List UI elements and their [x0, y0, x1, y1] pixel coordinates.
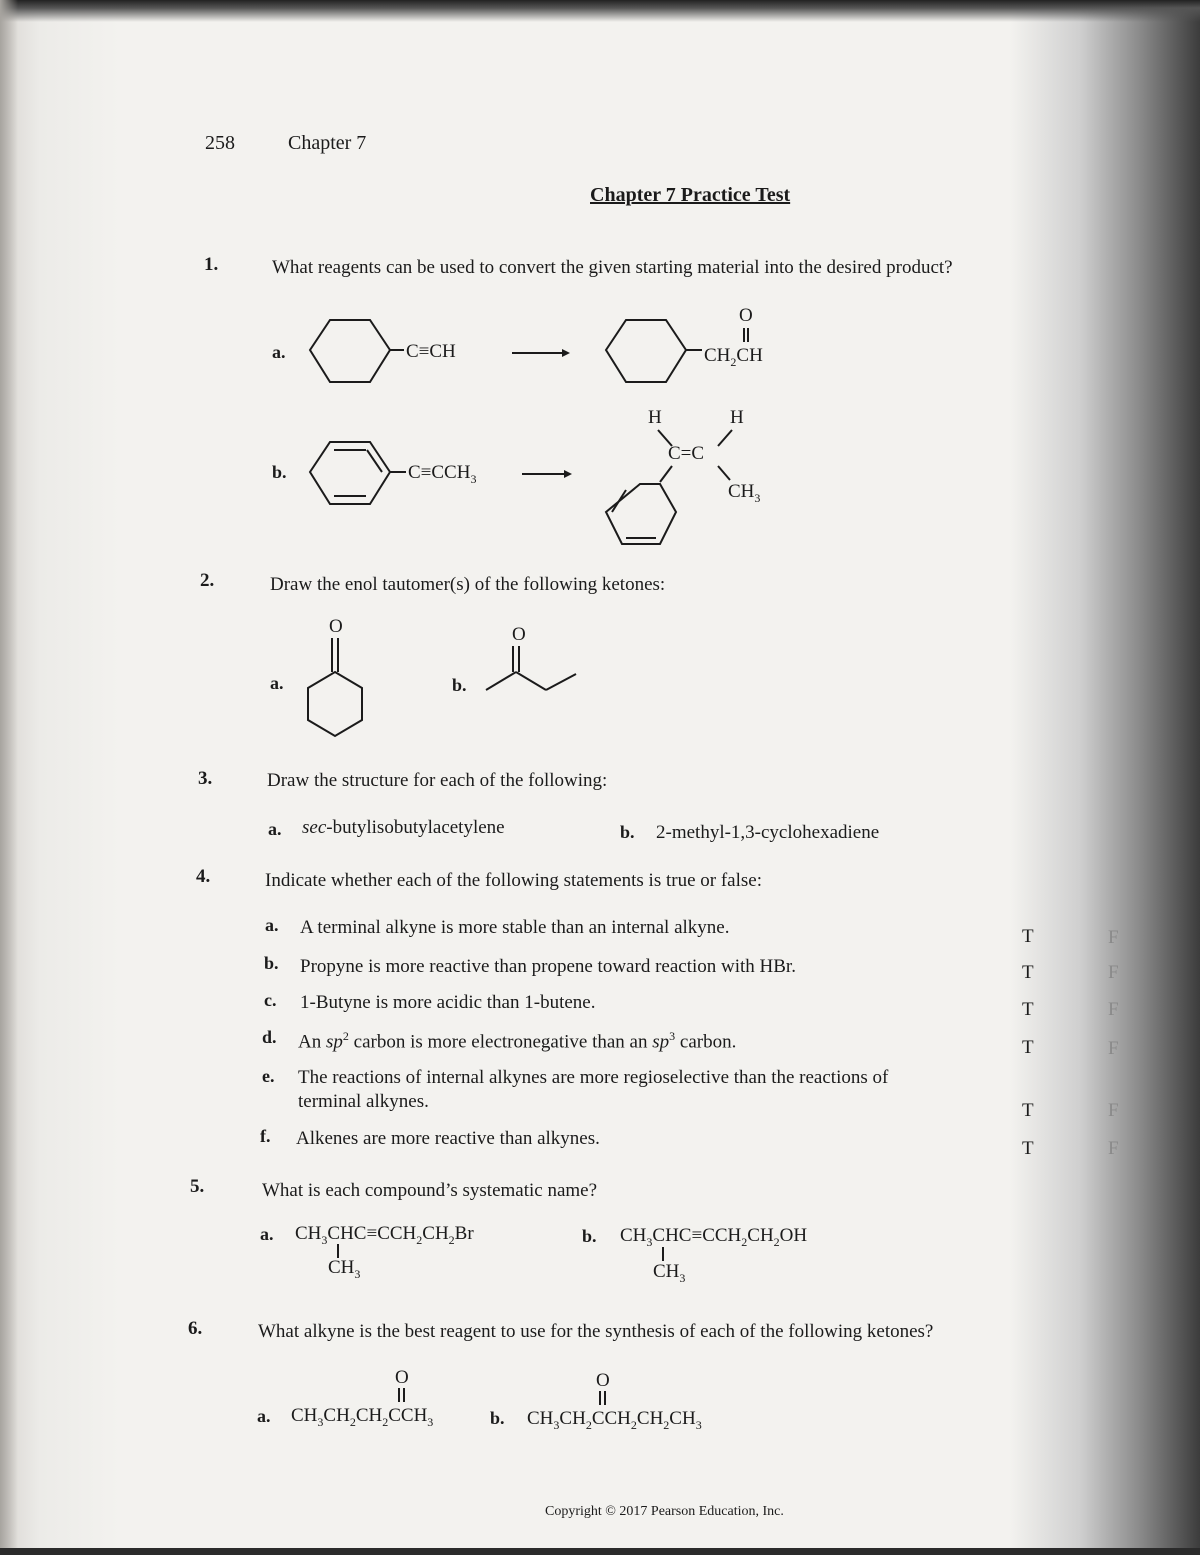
q4b-statement: Propyne is more reactive than propene toward reaction with HBr. — [300, 956, 796, 977]
arrow-head — [564, 470, 572, 478]
chapter-header: Chapter 7 — [288, 132, 367, 154]
scan-left-shadow — [0, 0, 18, 1555]
q1b-hydrogen-left: H — [648, 407, 662, 428]
q6a-oxygen: O — [395, 1367, 409, 1388]
cyclohexane-ring — [310, 320, 390, 382]
q6-text: What alkyne is the best reagent to use for the synthesis of each of the following ketones? — [258, 1321, 934, 1342]
q6b-carbonyl-bond — [597, 1389, 609, 1409]
q1a-label: a. — [272, 342, 286, 362]
false-mark-c: F — [1108, 999, 1119, 1020]
q2b-label: b. — [452, 675, 467, 695]
q4e-statement-cont: terminal alkynes. — [298, 1091, 429, 1112]
q4b-label: b. — [264, 953, 279, 973]
q6a-formula: $CH_3CH_2CH_2CCH_3$ — [291, 1405, 434, 1429]
q4-number: 4. — [196, 866, 211, 887]
q5b-formula: $CH_3CHC\equiv CCH_2CH_2OH$ — [620, 1225, 808, 1249]
true-mark-e: T — [1022, 1100, 1034, 1121]
true-mark-c: T — [1022, 999, 1034, 1020]
q3b-label: b. — [620, 822, 635, 842]
cyclohexane-ring — [606, 320, 686, 382]
false-mark-f: F — [1108, 1138, 1119, 1159]
q3a-label: a. — [268, 819, 282, 839]
true-mark-b: T — [1022, 962, 1034, 983]
q4-text: Indicate whether each of the following statements is true or false: — [265, 870, 762, 891]
q1-number: 1. — [204, 254, 219, 275]
q5b-branch: $CH_3$ — [653, 1261, 686, 1285]
q2b-oxygen: O — [512, 624, 526, 645]
q4f-statement: Alkenes are more reactive than alkynes. — [296, 1128, 600, 1149]
q4a-label: a. — [265, 915, 279, 935]
benzene-ring — [606, 484, 676, 544]
q1-text: What reagents can be used to convert the given starting material into the desired product? — [272, 257, 953, 278]
q4d-statement: An $sp^2$ carbon is more electronegative than an $sp^3$ carbon. — [298, 1029, 737, 1053]
q5b-label: b. — [582, 1226, 597, 1246]
q4c-statement: 1-Butyne is more acidic than 1-butene. — [300, 992, 596, 1013]
scan-bottom-edge — [0, 1548, 1200, 1555]
q5a-branch: $CH_3$ — [328, 1257, 361, 1281]
true-mark-a: T — [1022, 926, 1034, 947]
q5b-branch-bond — [660, 1243, 670, 1263]
q2a-oxygen: O — [329, 616, 343, 637]
q3b-text: 2-methyl-1,3-cyclohexadiene — [656, 822, 880, 843]
q4f-label: f. — [260, 1126, 271, 1146]
q1b-start-group: $C\equiv CCH_3$ — [408, 462, 477, 486]
copyright-footer: Copyright © 2017 Pearson Education, Inc. — [545, 1504, 784, 1519]
q2-number: 2. — [200, 570, 215, 591]
q4c-label: c. — [264, 990, 277, 1010]
q5a-label: a. — [260, 1224, 274, 1244]
q6a-carbonyl-bond — [396, 1386, 408, 1406]
q1b-label: b. — [272, 462, 287, 482]
cyclohexanone-ring — [308, 672, 362, 736]
q6b-formula: $CH_3CH_2CCH_2CH_2CH_3$ — [527, 1408, 702, 1432]
q6b-label: b. — [490, 1408, 505, 1428]
true-mark-d: T — [1022, 1037, 1034, 1058]
true-mark-f: T — [1022, 1138, 1034, 1159]
q1b-methyl: $CH_3$ — [728, 481, 761, 505]
q6-number: 6. — [188, 1318, 203, 1339]
q4e-label: e. — [262, 1066, 275, 1086]
q1a-start-group: C≡CH — [406, 341, 456, 362]
arrow-head — [562, 349, 570, 357]
q3a-text: sec-butylisobutylacetylene — [302, 817, 505, 838]
q2a-label: a. — [270, 673, 284, 693]
q4a-statement: A terminal alkyne is more stable than an internal alkyne. — [300, 917, 730, 938]
q6a-label: a. — [257, 1406, 271, 1426]
q1b-hydrogen-right: H — [730, 407, 744, 428]
page-number: 258 — [205, 132, 235, 154]
q1b-double-bond: C=C — [668, 443, 705, 464]
false-mark-b: F — [1108, 962, 1119, 983]
page-title: Chapter 7 Practice Test — [590, 184, 791, 206]
q3-number: 3. — [198, 768, 213, 789]
q5-number: 5. — [190, 1176, 205, 1197]
q1a-product-group: $CH_2CH$ — [704, 345, 763, 369]
q1a-product-oxygen: O — [739, 305, 753, 326]
q1b-reaction-diagram — [300, 400, 780, 560]
q4e-statement: The reactions of internal alkynes are more regioselective than the reactions of — [298, 1067, 889, 1088]
q3-text: Draw the structure for each of the following: — [267, 770, 608, 791]
false-mark-d: F — [1108, 1038, 1119, 1059]
q2-text: Draw the enol tautomer(s) of the following ketones: — [270, 574, 666, 595]
false-mark-a: F — [1108, 927, 1119, 948]
scan-top-shadow — [0, 0, 1200, 22]
q5a-formula: $CH_3CHC\equiv CCH_2CH_2Br$ — [295, 1223, 474, 1247]
q4d-label: d. — [262, 1027, 277, 1047]
q5-text: What is each compound’s systematic name? — [262, 1180, 598, 1201]
q6b-oxygen: O — [596, 1370, 610, 1391]
false-mark-e: F — [1108, 1100, 1119, 1121]
benzene-ring — [310, 442, 390, 504]
